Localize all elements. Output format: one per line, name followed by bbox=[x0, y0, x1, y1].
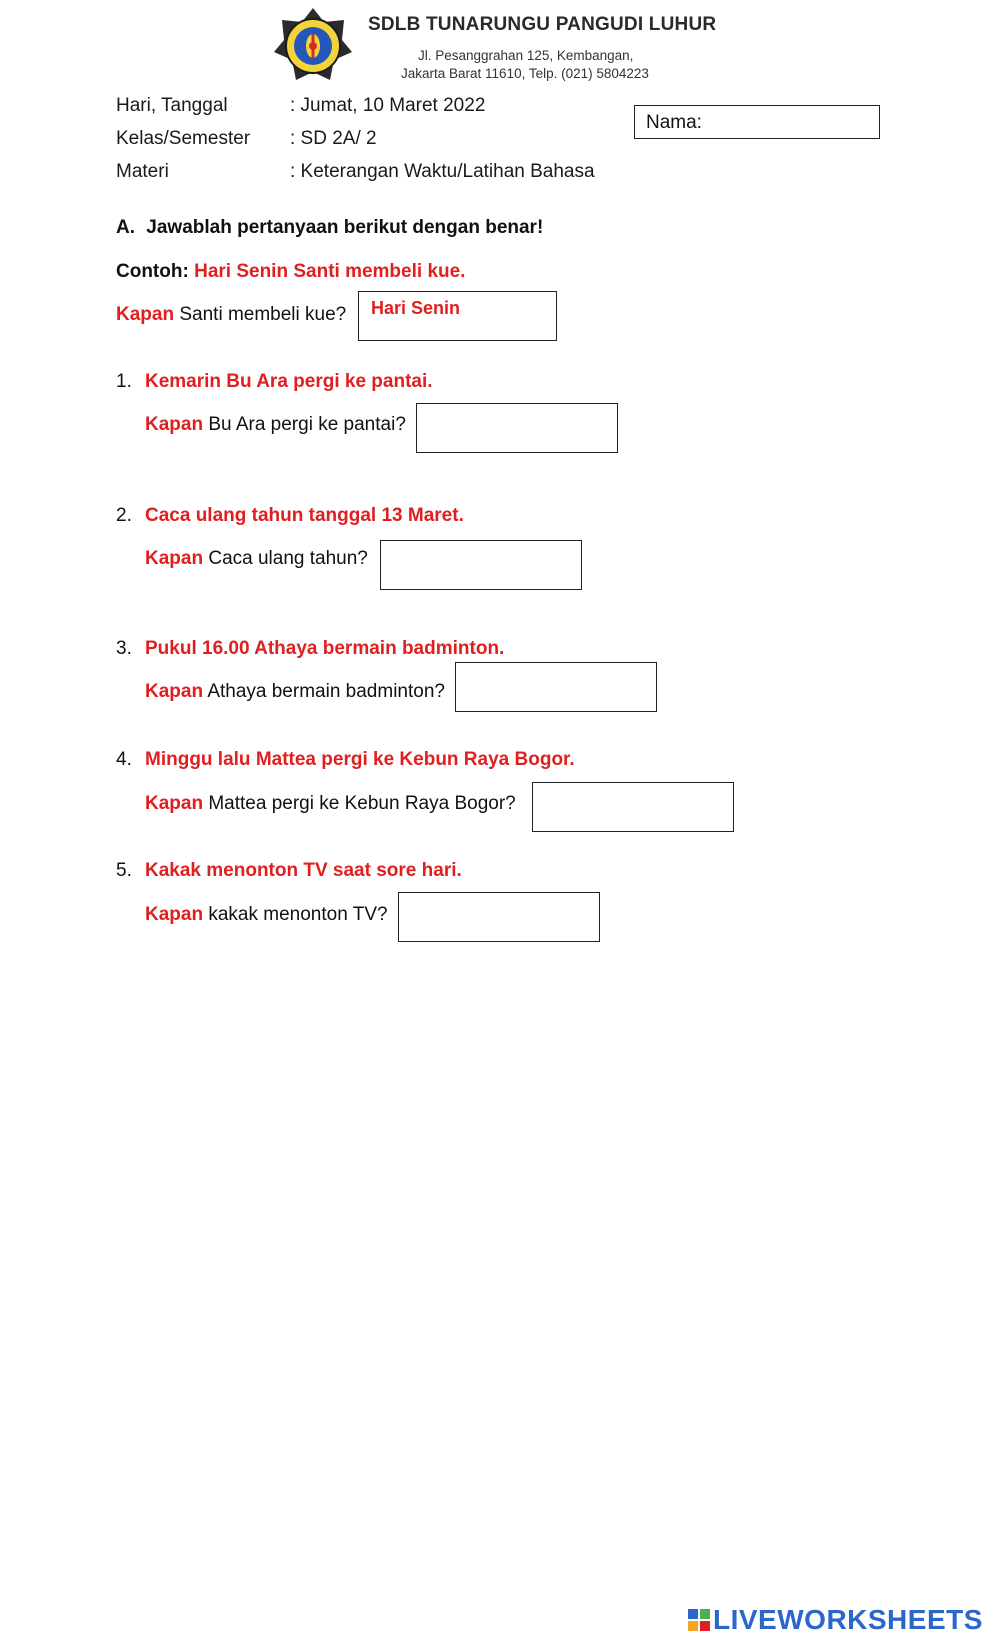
question-3-prompt bbox=[145, 681, 445, 703]
instruction bbox=[116, 217, 543, 239]
question-4-number: 4. bbox=[116, 749, 132, 770]
example-answer-box: Hari Senin bbox=[358, 291, 557, 341]
school-address-line1: Jl. Pesanggrahan 125, Kembangan, bbox=[418, 48, 634, 63]
name-field[interactable] bbox=[634, 105, 880, 139]
question-4-kapan: Kapan bbox=[145, 793, 204, 814]
question-2-kapan: Kapan bbox=[145, 548, 204, 569]
liveworksheets-brand[interactable]: LIVEWORKSHEETS bbox=[713, 1604, 983, 1635]
question-3-sentence: Pukul 16.00 Athaya bermain badminton. bbox=[145, 638, 505, 659]
question-3-kapan: Kapan bbox=[145, 681, 204, 702]
question-1-sentence: Kemarin Bu Ara pergi ke pantai. bbox=[145, 371, 433, 392]
question-1-question: Bu Ara pergi ke pantai? bbox=[208, 414, 406, 435]
question-4-sentence: Minggu lalu Mattea pergi ke Kebun Raya Bogor. bbox=[145, 749, 575, 770]
meta-label-date: Hari, Tanggal bbox=[116, 95, 228, 116]
question-4-question: Mattea pergi ke Kebun Raya Bogor? bbox=[208, 793, 516, 814]
question-2-question: Caca ulang tahun? bbox=[208, 548, 368, 569]
example-prefix: Contoh: bbox=[116, 261, 189, 282]
name-label: Nama: bbox=[646, 112, 702, 133]
instruction-letter: A. bbox=[116, 217, 135, 238]
question-4-prompt bbox=[145, 793, 516, 815]
question-1-number: 1. bbox=[116, 371, 132, 392]
question-5-kapan: Kapan bbox=[145, 904, 204, 925]
school-logo bbox=[272, 6, 354, 86]
meta-label-class: Kelas/Semester bbox=[116, 128, 251, 149]
liveworksheets-logo-icon bbox=[688, 1609, 710, 1631]
example-sentence: Hari Senin Santi membeli kue. bbox=[194, 261, 466, 282]
question-2-number: 2. bbox=[116, 505, 132, 526]
question-1-kapan: Kapan bbox=[145, 414, 204, 435]
instruction-text: Jawablah pertanyaan berikut dengan benar! bbox=[146, 217, 544, 238]
meta-value-date: : Jumat, 10 Maret 2022 bbox=[290, 95, 486, 116]
meta-value-class: : SD 2A/ 2 bbox=[290, 128, 377, 149]
example-question-text: Santi membeli kue? bbox=[179, 304, 347, 325]
question-3-answer-box[interactable] bbox=[455, 662, 657, 712]
meta-value-subject: : Keterangan Waktu/Latihan Bahasa bbox=[290, 161, 595, 182]
example-line bbox=[116, 261, 465, 283]
question-1-prompt bbox=[145, 414, 406, 436]
question-5-prompt bbox=[145, 904, 388, 926]
question-5-question: kakak menonton TV? bbox=[208, 904, 388, 925]
question-4-answer-box[interactable] bbox=[532, 782, 734, 832]
question-5-number: 5. bbox=[116, 860, 132, 881]
meta-label-subject: Materi bbox=[116, 161, 169, 182]
question-5-answer-box[interactable] bbox=[398, 892, 600, 942]
question-2-answer-box[interactable] bbox=[380, 540, 582, 590]
example-kapan: Kapan bbox=[116, 304, 175, 325]
question-5-sentence: Kakak menonton TV saat sore hari. bbox=[145, 860, 462, 881]
question-2-prompt bbox=[145, 548, 368, 570]
question-2-sentence: Caca ulang tahun tanggal 13 Maret. bbox=[145, 505, 464, 526]
question-1-answer-box[interactable] bbox=[416, 403, 618, 453]
school-address-line2: Jakarta Barat 11610, Telp. (021) 5804223 bbox=[401, 66, 649, 81]
example-question bbox=[116, 304, 346, 326]
question-3-question: Athaya bermain badminton? bbox=[207, 681, 445, 702]
school-name: SDLB TUNARUNGU PANGUDI LUHUR bbox=[368, 14, 717, 35]
question-3-number: 3. bbox=[116, 638, 132, 659]
